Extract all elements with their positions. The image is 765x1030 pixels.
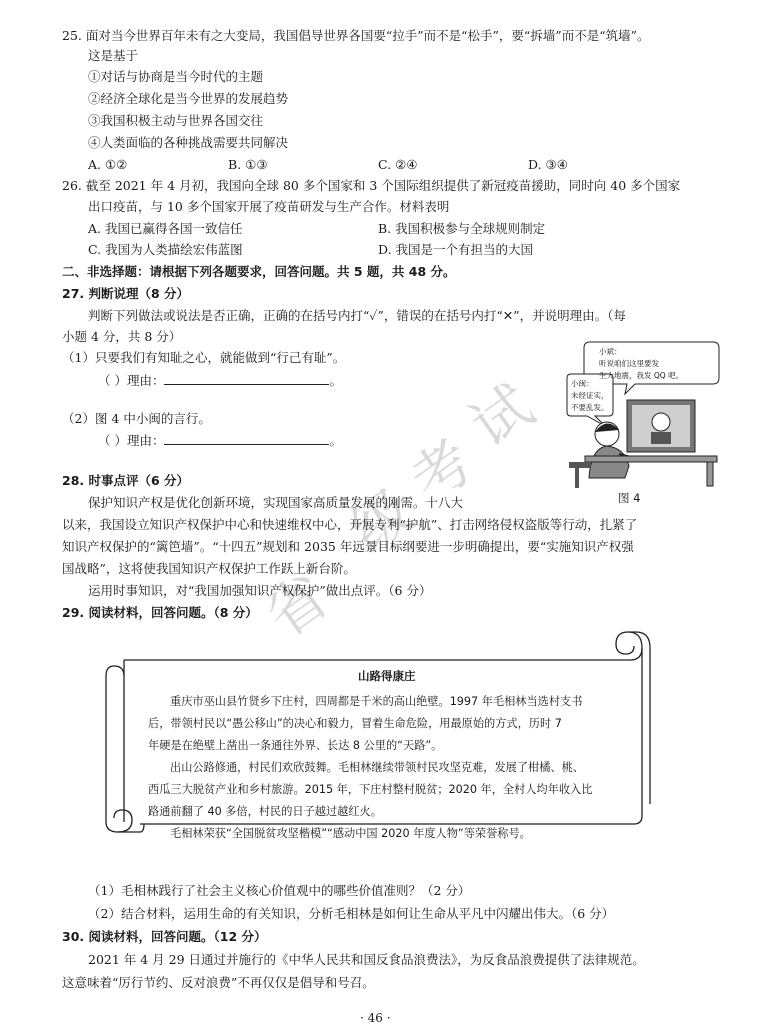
q27-instruction: 判断下列做法或说法是否正确，正确的在括号内打“✓”，错误的在括号内打“✕”，并说明理由。（每 — [88, 308, 626, 323]
q26-stem-2: 出口疫苗，与 10 多个国家开展了疫苗研发与生产合作。材料表明 — [88, 199, 450, 214]
bubble2-line: 不要乱发。 — [571, 403, 609, 412]
bubble1-line: 小斌： — [599, 347, 622, 356]
q27-sub1: （1）只要我们有知耻之心，就能做到“行己有耻”。 — [62, 350, 346, 365]
q25-item: ④人类面临的各种挑战需要共同解决 — [88, 135, 289, 150]
q25-item: ①对话与协商是当今时代的主题 — [88, 69, 264, 84]
scroll-title: 山路得康庄 — [358, 669, 416, 683]
scroll-line: 出山公路修通，村民们欢欣鼓舞。毛相林继续带领村民攻坚克难，发展了柑橘、桃、 — [170, 761, 584, 774]
answer-paren: （ ）理由： — [98, 433, 165, 448]
scroll-line: 重庆市巫山县竹贤乡下庄村，四周都是千米的高山绝壁。1997 年毛相林当选村支书 — [170, 695, 583, 708]
q28-para: 国战略”，这将使我国知识产权保护工作跃上新台阶。 — [62, 561, 356, 576]
page-number: · 46 · — [360, 1011, 391, 1025]
q29-sub2: （2）结合材料，运用生命的有关知识，分析毛相林是如何让生命从平凡中闪耀出伟大。（6 分） — [88, 906, 615, 921]
q25-stem: 25. 面对当今世界百年未有之大变局，我国倡导世界各国要“拉手”而不是“松手”，要“拆墙”而不是“筑墙”。 — [62, 28, 650, 43]
answer-blank[interactable] — [164, 432, 329, 445]
q26-option-c: C. 我国为人类描绘宏伟蓝图 — [88, 242, 243, 257]
q29-sub1: （1）毛相林践行了社会主义核心价值观中的哪些价值准则？（2 分） — [88, 883, 471, 898]
q25-option-d: D. ③④ — [528, 157, 568, 172]
bubble1-line: 生大地震，我发 QQ 吧。 — [599, 371, 684, 380]
scroll-line: 路通前翻了 40 多倍，村民的日子越过越红火。 — [148, 805, 382, 818]
q28-title: 28. 时事点评（6 分） — [62, 473, 190, 488]
bubble1-line: 听说咱们这里要发 — [599, 359, 659, 368]
watermark-char: 级 — [338, 476, 426, 566]
q26-option-b: B. 我国积极参与全球规则制定 — [378, 221, 546, 236]
scroll-line: 后，带领村民以“愚公移山”的决心和毅力，冒着生命危险，用最原始的方式，历时 7 — [148, 717, 562, 730]
answer-paren: （ ）理由： — [98, 373, 165, 388]
answer-blank[interactable] — [164, 372, 329, 385]
q30-para: 这意味着“厉行节约、反对浪费”不再仅仅是倡导和号召。 — [62, 975, 375, 990]
scroll-line: 西瓜三大脱贫产业和乡村旅游。2015 年，下庄村整村脱贫；2020 年，全村人均年收入比 — [148, 783, 593, 796]
q26-option-d: D. 我国是一个有担当的大国 — [378, 242, 534, 257]
watermark-char: 试 — [458, 371, 546, 461]
q25-stem-2: 这是基于 — [88, 48, 139, 63]
q26-stem: 26. 截至 2021 年 4 月初，我国向全球 80 多个国家和 3 个国际组织提供了新冠疫苗援助，同时向 40 多个国家 — [62, 178, 681, 193]
scroll-line: 毛相林荣获“全国脱贫攻坚楷模”“感动中国 2020 年度人物”等荣誉称号。 — [170, 827, 531, 840]
q27-title: 27. 判断说理（8 分） — [62, 286, 190, 301]
q27-sub2: （2）图 4 中小闽的言行。 — [62, 411, 211, 426]
q26-option-a: A. 我国已赢得各国一致信任 — [88, 221, 243, 236]
watermark-char: 省 — [253, 561, 341, 651]
q29-title: 29. 阅读材料，回答问题。（8 分） — [62, 605, 258, 620]
q30-title: 30. 阅读材料，回答问题。（12 分） — [62, 929, 267, 944]
q27-sub1-answer[interactable]: （ ）理由： 。 — [98, 373, 342, 388]
figure-4-cartoon — [565, 338, 725, 488]
q27-sub2-answer[interactable]: （ ）理由： 。 — [98, 433, 342, 448]
q27-instruction-2: 小题 4 分，共 8 分） — [62, 329, 182, 344]
q25-option-a: A. ①② — [88, 157, 128, 172]
q25-item: ③我国积极主动与世界各国交往 — [88, 113, 264, 128]
q28-para: 以来，我国设立知识产权保护中心和快速维权中心，开展专利“护航”、打击网络侵权盗版等行动，扎紧了 — [62, 517, 638, 532]
scroll-line: 年硬是在绝壁上凿出一条通往外界、长达 8 公里的“天路”。 — [148, 739, 443, 752]
q28-para: 保护知识产权是优化创新环境，实现国家高质量发展的刚需。十八大 — [88, 495, 464, 510]
q25-option-c: C. ②④ — [378, 157, 418, 172]
watermark-char: 考 — [398, 426, 486, 516]
bubble2-line: 小闽： — [571, 379, 594, 388]
figure-label: 图 4 — [618, 491, 641, 505]
q28-para: 知识产权保护的“篱笆墙”。“十四五”规划和 2035 年远景目标纲要进一步明确提出，要“实施知识产权强 — [62, 539, 634, 554]
q25-option-b: B. ①③ — [228, 157, 268, 172]
section-heading: 二、非选择题：请根据下列各题要求，回答问题。共 5 题，共 48 分。 — [62, 264, 456, 279]
q28-task: 运用时事知识，对“我国加强知识产权保护”做出点评。（6 分） — [88, 583, 432, 598]
bubble2-line: 未经证实， — [571, 391, 609, 400]
q30-para: 2021 年 4 月 29 日通过并施行的《中华人民共和国反食品浪费法》，为反食品浪费提供了法律规范。 — [88, 952, 645, 967]
q25-item: ②经济全球化是当今世界的发展趋势 — [88, 91, 289, 106]
